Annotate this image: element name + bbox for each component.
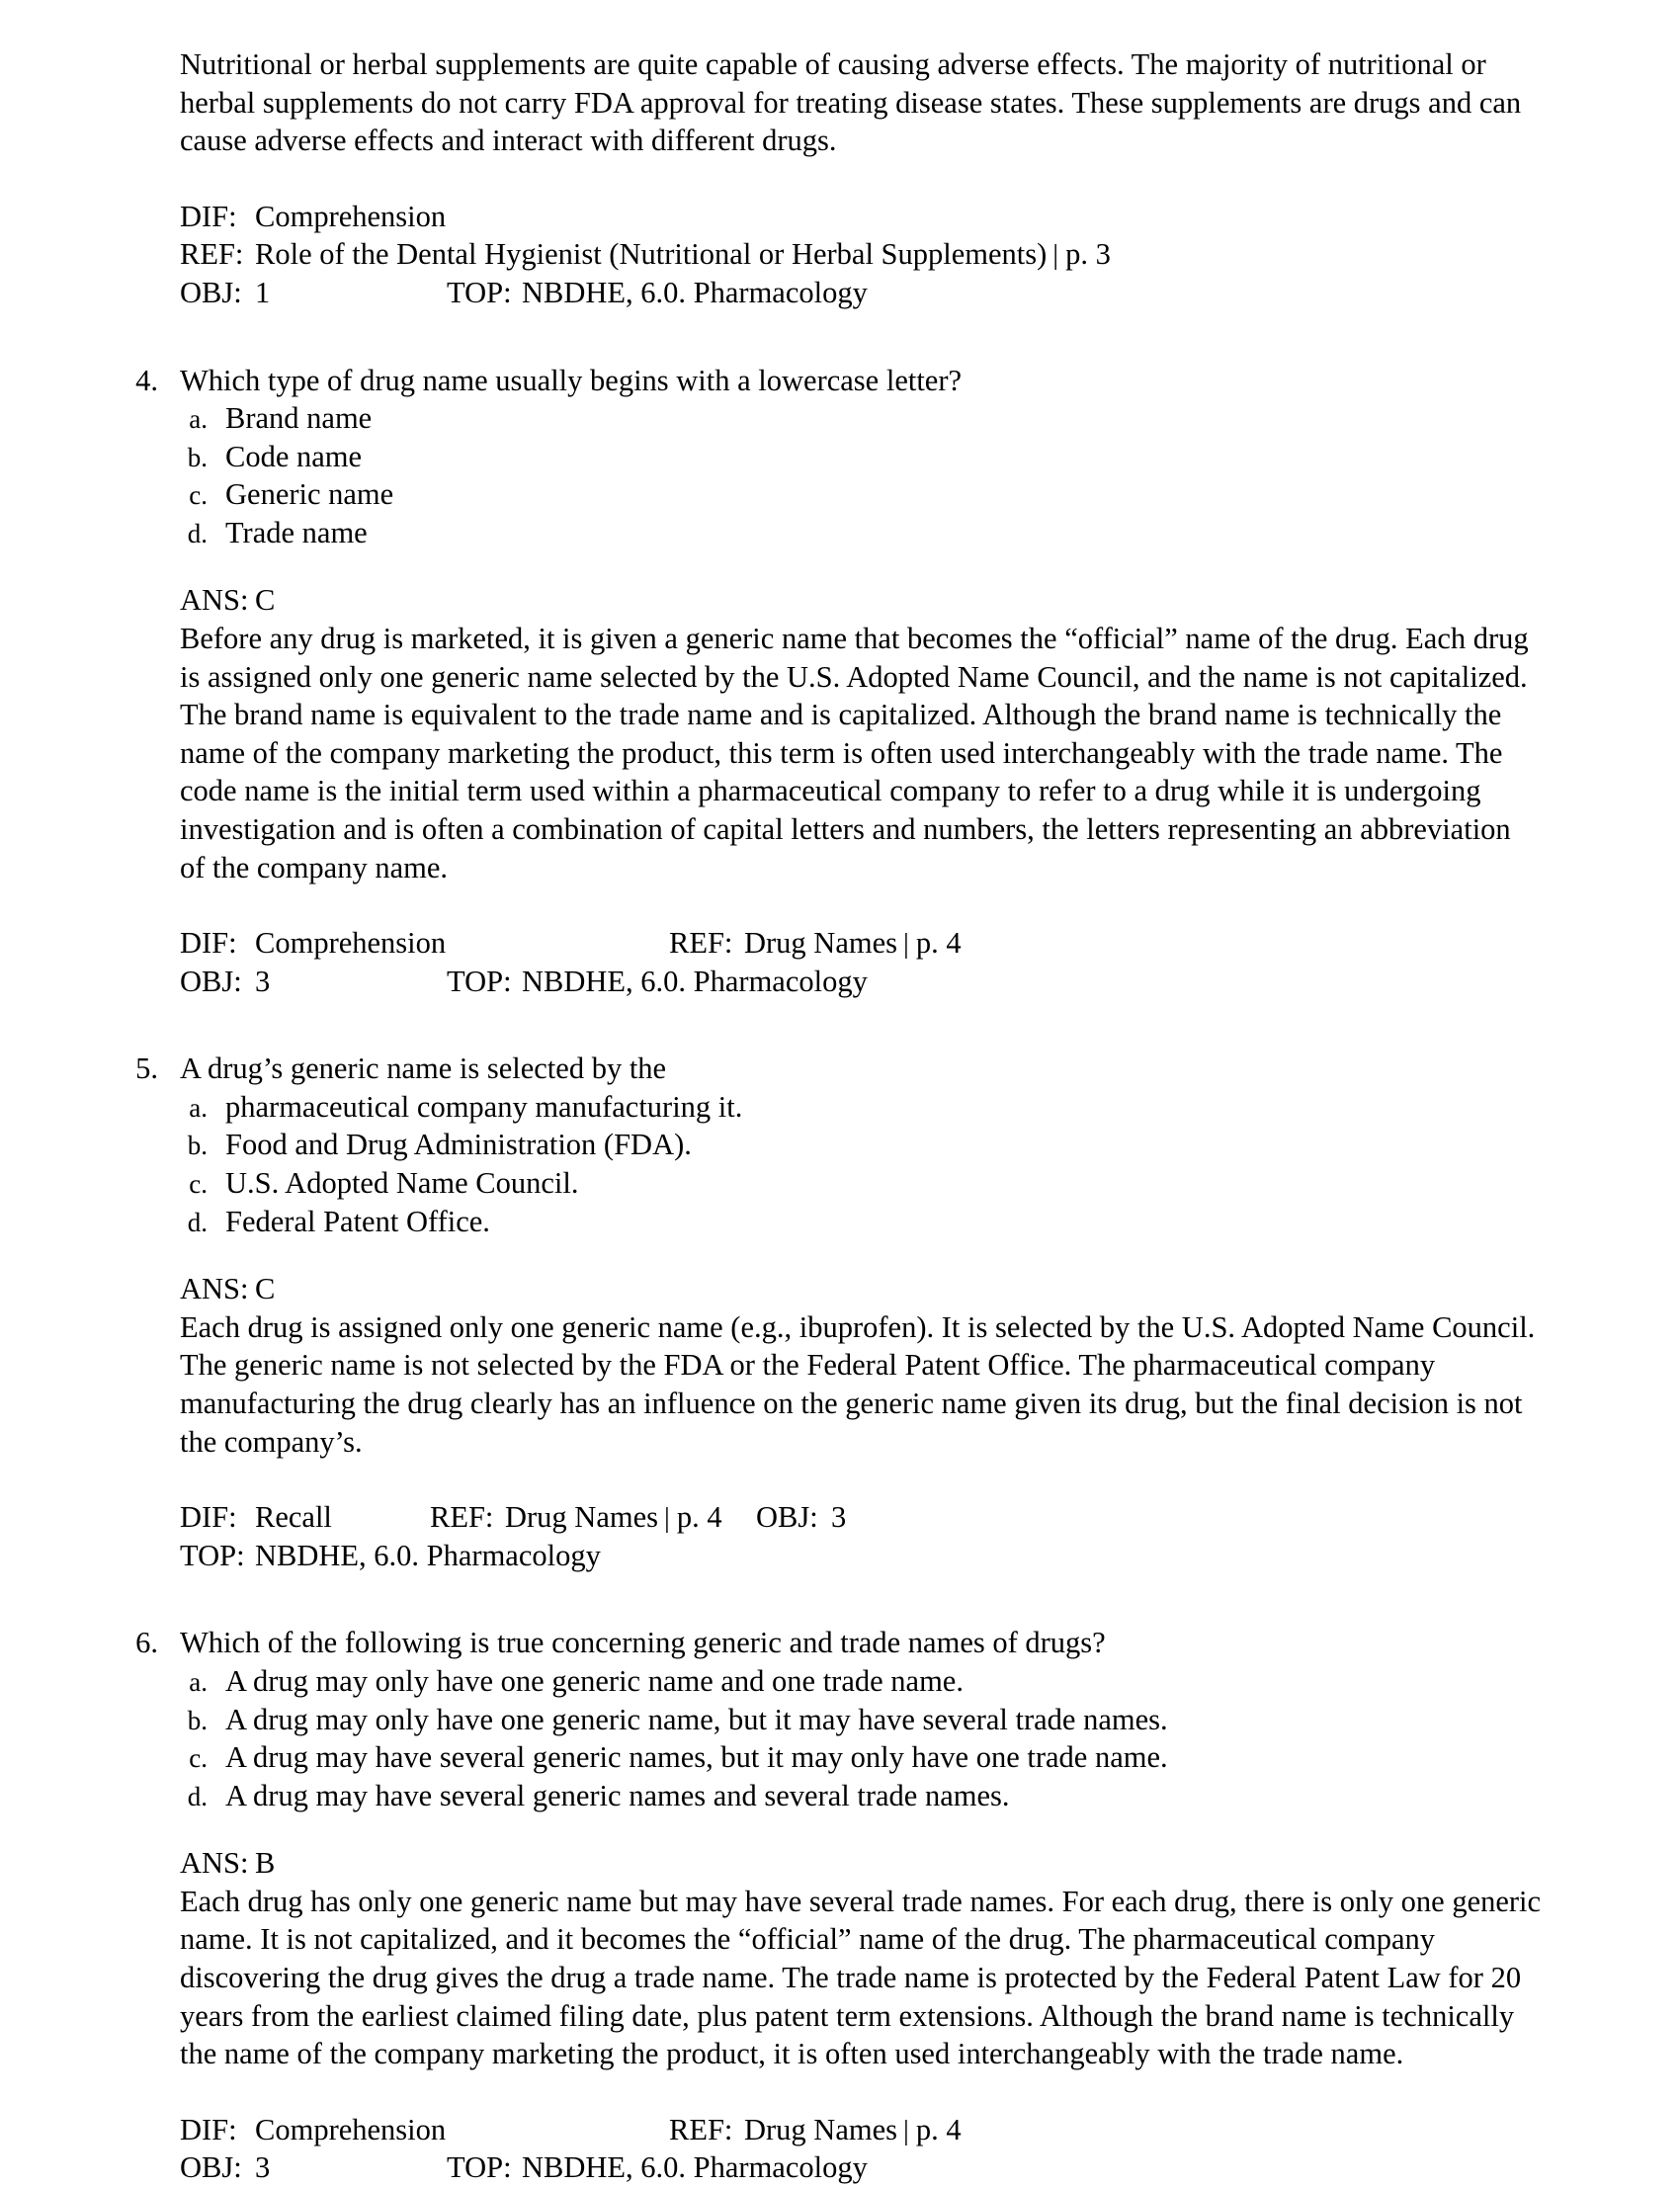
- option-list: [119, 1088, 1561, 1240]
- ref-value: Drug Names: [744, 2112, 898, 2146]
- metadata-block-q6: [180, 2111, 1561, 2187]
- rationale-paragraph: Each drug is assigned only one generic name (e.g., ibuprofen). It is selected by the U.S. Adopted Name Council. The generic name is not selected by the FDA or the Federal Patent Office. The pharmaceutical company manufacturing the drug clearly has an influence on the generic name given its drug, but the final decision is not the company’s.: [180, 1309, 1536, 1459]
- spacer: [119, 551, 1561, 581]
- option-text: A drug may only have one generic name, but it may have several trade names.: [225, 1702, 1168, 1736]
- option-item[interactable]: [119, 1738, 1561, 1777]
- spacer: [119, 1814, 1561, 1844]
- spacer: [119, 1000, 1561, 1050]
- answer-line: [180, 1844, 1542, 1883]
- ref-page: p. 4: [915, 2112, 962, 2146]
- option-text: Trade name: [225, 515, 368, 549]
- option-letter: b.: [187, 442, 208, 472]
- metadata-block-q5: [180, 1498, 1561, 1574]
- question-stem: A drug’s generic name is selected by the: [180, 1051, 667, 1086]
- option-text: Food and Drug Administration (FDA).: [225, 1128, 692, 1162]
- top-value: NBDHE, 6.0. Pharmacology: [255, 1538, 601, 1572]
- option-letter: d.: [187, 1207, 208, 1237]
- answer-line: [180, 1270, 1542, 1308]
- answer-block: [180, 1270, 1542, 1461]
- ref-label: REF:: [180, 237, 244, 272]
- option-item[interactable]: [119, 1126, 1561, 1164]
- ref-label: REF:: [669, 926, 733, 961]
- top-label: TOP:: [180, 1538, 245, 1572]
- rationale-paragraph: Before any drug is marketed, it is given a generic name that becomes the “official” name of the drug. Each drug is assigned only one generic name selected by the U.S. Adopted Name Council, and the name is not capitalized. The brand name is equivalent to the trade name and is capitalized. Although the brand name is technically the name of the company marketing the product, this term is often used interchangeably with the trade name. The code name is the initial term used within a pharmaceutical company to refer to a drug while it is undergoing investigation and is often a combination of capital letters and numbers, the letters representing an abbreviation of the company name.: [180, 622, 1529, 884]
- top-label: TOP:: [447, 964, 512, 998]
- option-letter: c.: [189, 1169, 208, 1200]
- option-text: A drug may have several generic names, but it may only have one trade name.: [225, 1740, 1168, 1775]
- option-letter: a.: [189, 1666, 208, 1697]
- ref-value: Role of the Dental Hygienist (Nutritional or Herbal Supplements): [255, 237, 1048, 272]
- option-text: Generic name: [225, 477, 394, 512]
- dif-value: Comprehension: [255, 2112, 447, 2146]
- dif-label: DIF:: [180, 1500, 237, 1535]
- spacer: [119, 2073, 1561, 2111]
- option-item[interactable]: [119, 1777, 1561, 1815]
- obj-label: OBJ:: [756, 1500, 818, 1535]
- page-separator: |: [903, 2114, 909, 2146]
- metadata-block-intro: [180, 198, 1561, 312]
- option-item[interactable]: [119, 1164, 1561, 1203]
- ref-label: REF:: [669, 2112, 733, 2146]
- spacer: [119, 1461, 1561, 1498]
- question-item: [119, 1624, 1561, 1662]
- ref-page: p. 4: [915, 926, 962, 961]
- rationale-paragraph: Each drug has only one generic name but may have several trade names. For each drug, there is only one generic name. It is not capitalized, and it becomes the “official” name of the drug. The pharmaceutical company discovering the drug gives the drug a trade name. The trade name is protected by the Federal Patent Law for 20 years from the earliest claimed filing date, plus patent term extensions. Although the brand name is technically the name of the company marketing the product, it is often used interchangeably with the trade name.: [180, 1884, 1542, 2071]
- obj-label: OBJ:: [180, 275, 242, 309]
- ref-value: Drug Names: [505, 1500, 659, 1535]
- option-text: Federal Patent Office.: [225, 1204, 490, 1238]
- ref-page: p. 4: [676, 1500, 722, 1535]
- option-text: A drug may only have one generic name and one trade name.: [225, 1663, 964, 1698]
- option-item[interactable]: [119, 514, 1561, 552]
- metadata-line-obj-top: [180, 274, 1561, 312]
- option-list: [119, 399, 1561, 551]
- ans-label: ANS:: [180, 583, 249, 618]
- option-text: Code name: [225, 439, 363, 473]
- option-letter: c.: [189, 1743, 208, 1774]
- answer-block: [180, 1844, 1542, 2072]
- metadata-line-dif-ref: [180, 924, 1561, 963]
- ref-label: REF:: [430, 1500, 494, 1535]
- page-separator: |: [903, 928, 909, 961]
- spacer: [119, 1574, 1561, 1624]
- top-label: TOP:: [447, 2150, 512, 2185]
- metadata-line-ref: [180, 235, 1561, 274]
- spacer: [119, 312, 1561, 362]
- obj-label: OBJ:: [180, 2150, 242, 2185]
- question-number: 6.: [135, 1626, 158, 1660]
- metadata-line-top: [180, 1537, 1561, 1575]
- option-text: pharmaceutical company manufacturing it.: [225, 1089, 743, 1124]
- question-number: 5.: [135, 1051, 158, 1086]
- option-letter: d.: [187, 1781, 208, 1811]
- option-text: Brand name: [225, 401, 373, 436]
- obj-label: OBJ:: [180, 964, 242, 998]
- ans-value: C: [255, 583, 276, 618]
- obj-value: 3: [255, 964, 271, 998]
- option-item[interactable]: [119, 1701, 1561, 1739]
- ref-value: Drug Names: [744, 926, 898, 961]
- ans-value: B: [255, 1846, 276, 1881]
- metadata-line-obj-top: [180, 963, 1561, 1001]
- question-stem: Which type of drug name usually begins with a lowercase letter?: [180, 363, 963, 397]
- metadata-block-q4: [180, 924, 1561, 1000]
- option-item[interactable]: [119, 438, 1561, 476]
- answer-block: [180, 581, 1542, 886]
- obj-value: 3: [255, 2150, 271, 2185]
- option-text: A drug may have several generic names and several trade names.: [225, 1778, 1010, 1812]
- metadata-line-dif: [180, 198, 1561, 236]
- option-letter: b.: [187, 1131, 208, 1161]
- option-letter: d.: [187, 518, 208, 548]
- top-value: NBDHE, 6.0. Pharmacology: [522, 964, 868, 998]
- dif-value: Comprehension: [255, 199, 447, 233]
- option-list: [119, 1662, 1561, 1814]
- ans-label: ANS:: [180, 1272, 249, 1306]
- dif-label: DIF:: [180, 926, 237, 961]
- option-letter: a.: [189, 404, 208, 435]
- top-value: NBDHE, 6.0. Pharmacology: [522, 2150, 868, 2185]
- option-text: U.S. Adopted Name Council.: [225, 1166, 579, 1201]
- metadata-line-dif-ref-obj: [180, 1498, 1561, 1537]
- option-item[interactable]: [119, 1203, 1561, 1241]
- question-number: 4.: [135, 363, 158, 397]
- question-item: [119, 1050, 1561, 1088]
- spacer: [119, 1240, 1561, 1270]
- spacer: [119, 886, 1561, 924]
- ref-page: p. 3: [1065, 237, 1111, 272]
- option-letter: b.: [187, 1705, 208, 1735]
- spacer: [119, 160, 1561, 198]
- option-letter: c.: [189, 480, 208, 511]
- metadata-line-obj-top: [180, 2148, 1561, 2187]
- question-item: [119, 362, 1561, 400]
- dif-value: Comprehension: [255, 926, 447, 961]
- ans-label: ANS:: [180, 1846, 249, 1881]
- question-stem: Which of the following is true concerning generic and trade names of drugs?: [180, 1626, 1106, 1660]
- ans-value: C: [255, 1272, 276, 1306]
- option-item[interactable]: [119, 399, 1561, 438]
- top-value: NBDHE, 6.0. Pharmacology: [522, 275, 868, 309]
- page-separator: |: [664, 1502, 670, 1535]
- dif-label: DIF:: [180, 2112, 237, 2146]
- obj-value: 3: [831, 1500, 847, 1535]
- option-letter: a.: [189, 1092, 208, 1123]
- option-item[interactable]: [119, 1662, 1561, 1701]
- option-item[interactable]: [119, 475, 1561, 514]
- page-content: [119, 45, 1561, 2187]
- dif-value: Recall: [255, 1500, 332, 1535]
- page-separator: |: [1052, 239, 1059, 272]
- dif-label: DIF:: [180, 199, 237, 233]
- option-item[interactable]: [119, 1088, 1561, 1127]
- answer-line: [180, 581, 1542, 620]
- top-label: TOP:: [447, 275, 512, 309]
- metadata-line-dif-ref: [180, 2111, 1561, 2149]
- intro-paragraph: Nutritional or herbal supplements are quite capable of causing adverse effects. The majority of nutritional or herbal supplements do not carry FDA approval for treating disease states. These supplements are drugs and can cause adverse effects and interact with different drugs.: [180, 47, 1522, 158]
- obj-value: 1: [255, 275, 271, 309]
